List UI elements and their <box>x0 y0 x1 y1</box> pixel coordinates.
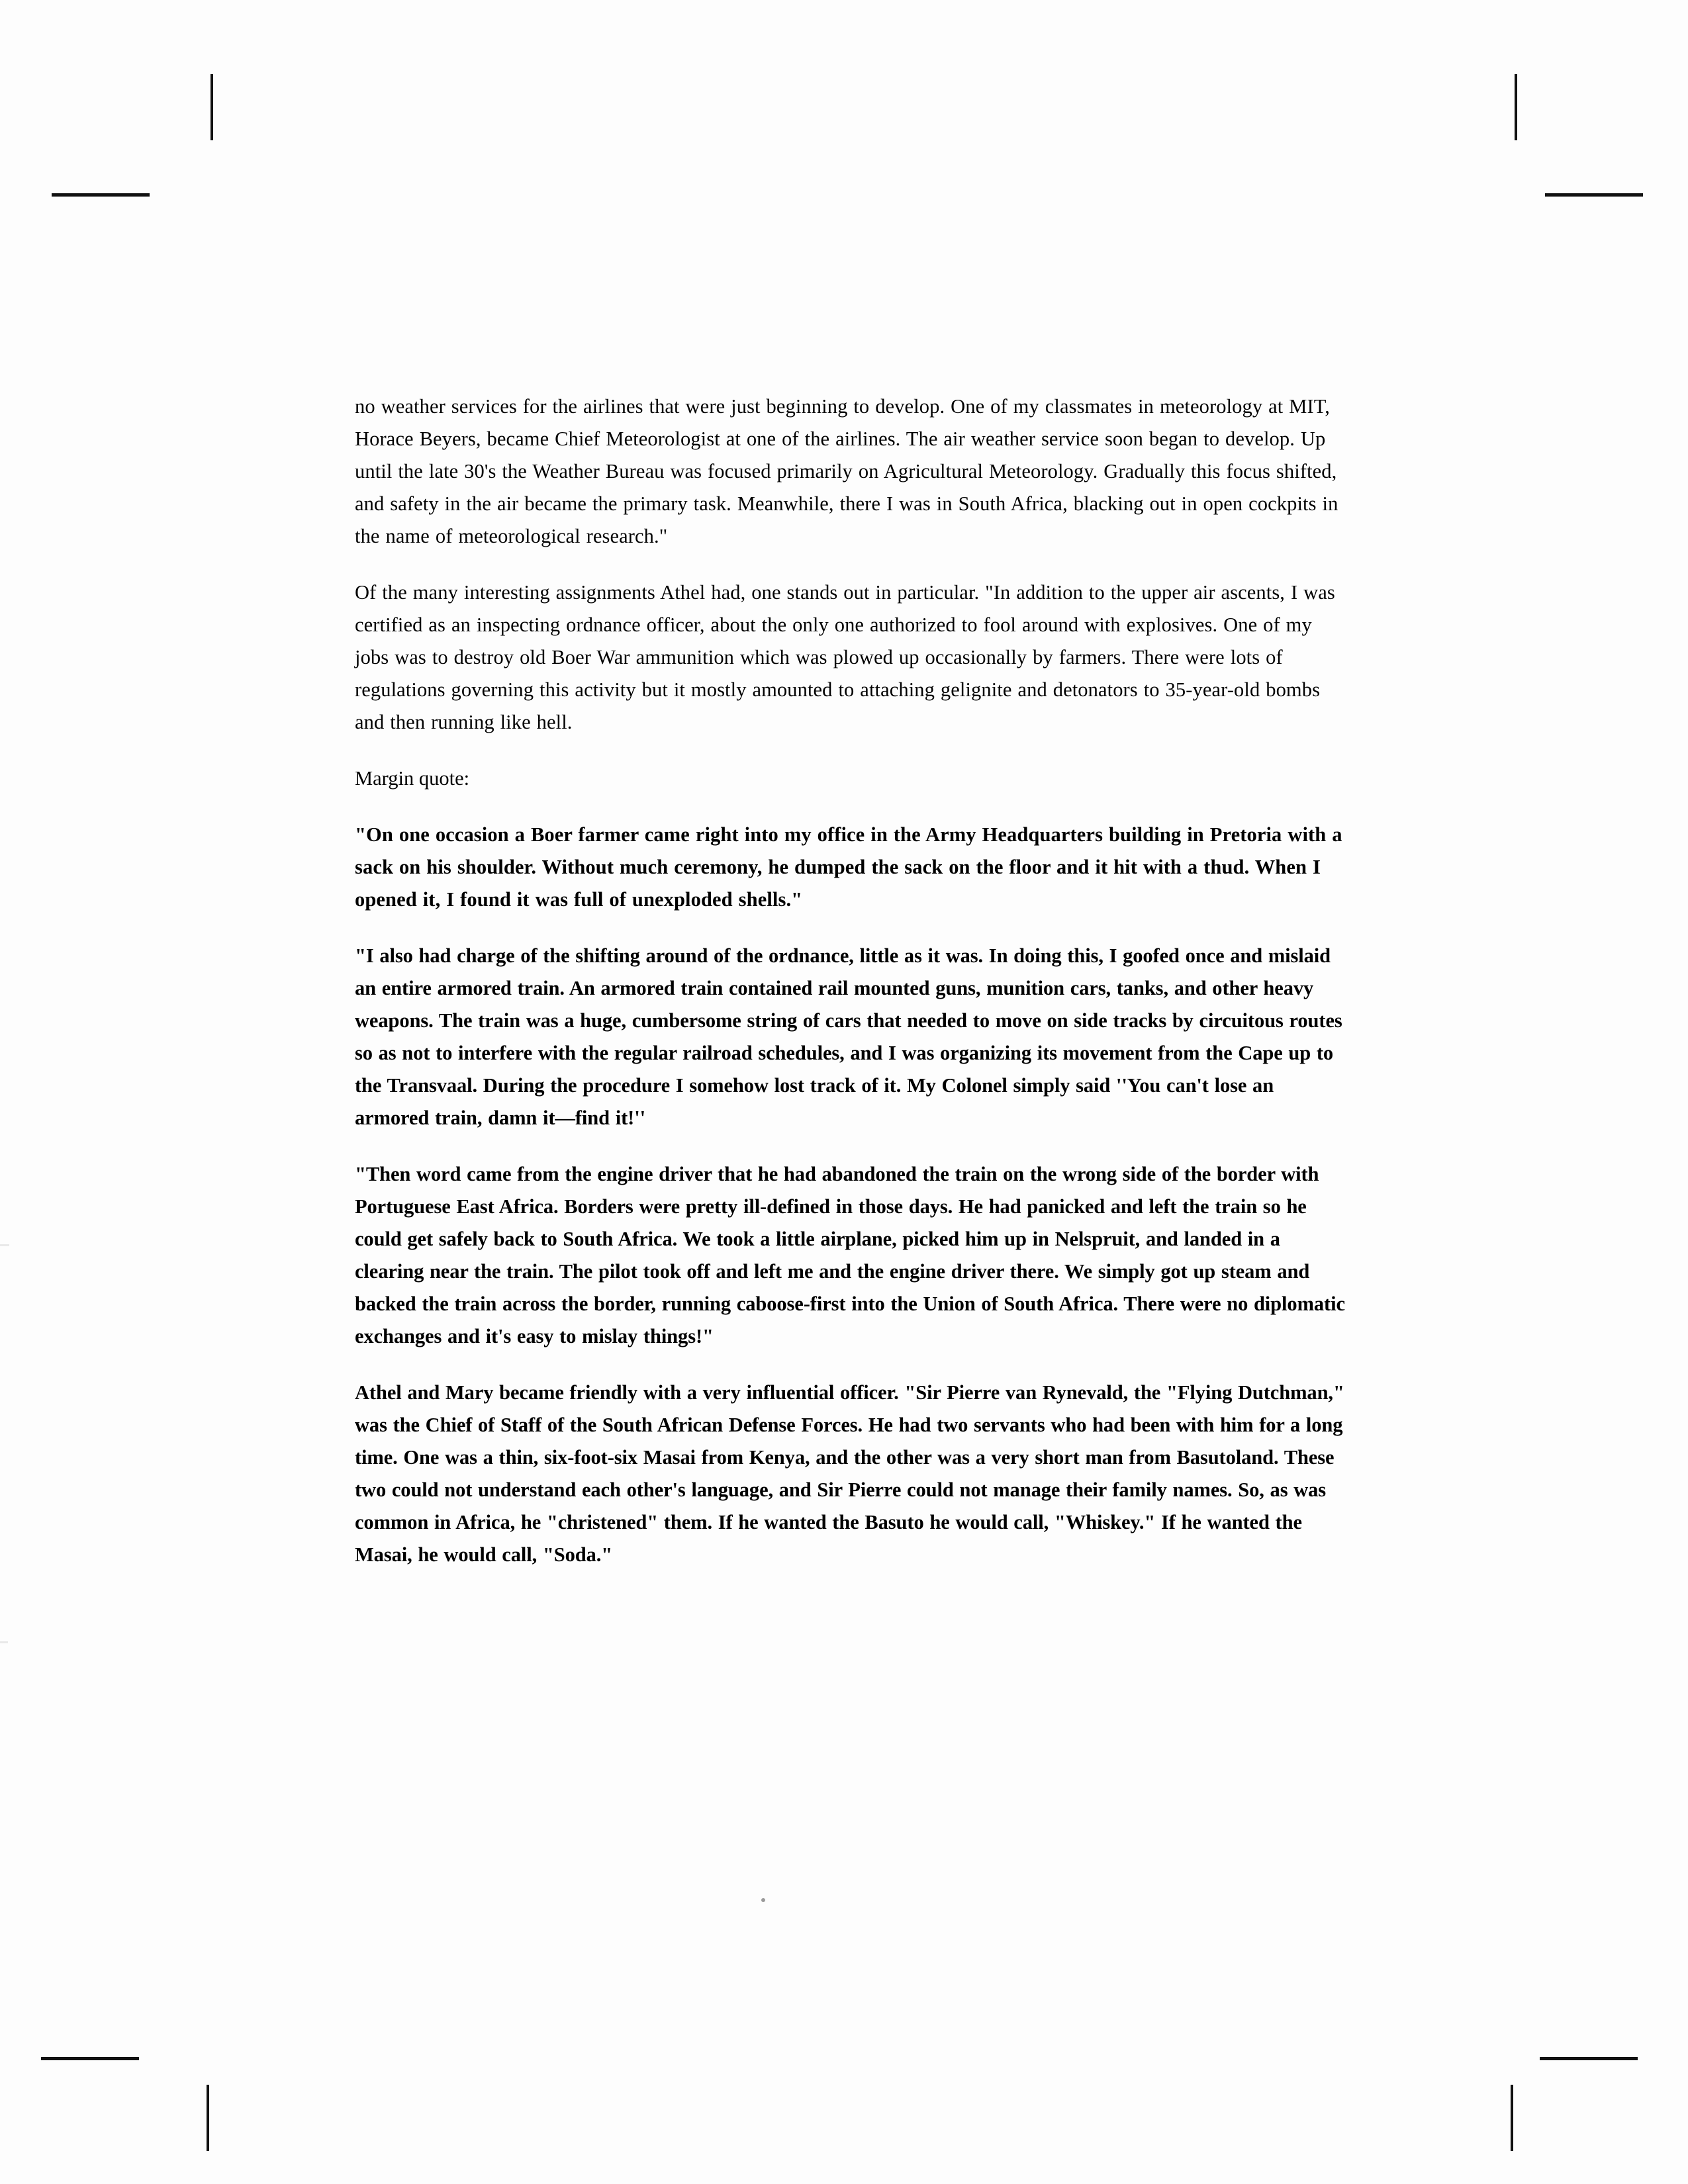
crop-mark-top-left-rule <box>52 193 150 197</box>
crop-mark-bottom-left-tick <box>207 2085 209 2151</box>
margin-quote-label: Margin quote: <box>355 767 470 790</box>
crop-mark-top-right-rule <box>1545 193 1643 197</box>
crop-mark-top-right-tick <box>1515 74 1517 140</box>
crop-mark-top-left-tick <box>211 74 213 140</box>
scan-artifact-left <box>0 1244 9 1246</box>
crop-mark-bottom-left-rule <box>41 2057 139 2060</box>
paragraph-margin-quote-1: "On one occasion a Boer farmer came right into my office in the Army Headquarters building in Pretoria with a sack on his shoulder. Without much ceremony, he dumped the sack on the floor and it hit with a thud. When I opened it, I found it was full of unexploded shells." <box>355 823 1342 911</box>
crop-mark-bottom-right-tick <box>1511 2085 1513 2151</box>
paragraph-1: no weather services for the airlines that were just beginning to develop. One of my classmates in meteorology at MIT, Horace Beyers, became Chief Meteorologist at one of the airlines. The air weather service soon began to develop. Up until the late 30's the Weather Bureau was focused primarily on Agricultural Meteorology. Gradually this focus shifted, and safety in the air became the primary task. Meanwhile, there I was in South Africa, blacking out in open cockpits in the name of meteorological research." <box>355 395 1338 547</box>
crop-mark-bottom-right-rule <box>1540 2057 1638 2060</box>
paragraph-armored-train: "I also had charge of the shifting around of the ordnance, little as it was. In doing this, I goofed once and mislaid an entire armored train. An armored train contained rail mounted guns, munition cars, tanks, and other heavy weapons. The train was a huge, cumbersome string of cars that needed to move on side tracks by circuitous routes so as not to interfere with the regular railroad schedules, and I was organizing its movement from the Cape up to the Transvaal. During the procedure I somehow lost track of it. My Colonel simply said ''You can't lose an armored train, damn it—find it!'' <box>355 944 1342 1129</box>
paragraph-sir-pierre: Athel and Mary became friendly with a very influential officer. "Sir Pierre van Rynevald, the "Flying Dutchman," was the Chief of Staff of the South African Defense Forces. He had two servants who had been with him for a long time. One was a thin, six-foot-six Masai from Kenya, and the other was a very short man from Basutoland. These two could not understand each other's language, and Sir Pierre could not manage their family names. So, as was common in Africa, he "christened" them. If he wanted the Basuto he would call, "Whiskey." If he wanted the Masai, he would call, "Soda." <box>355 1381 1344 1566</box>
document-text-body <box>355 390 1348 1595</box>
scan-speck <box>761 1898 765 1902</box>
paragraph-engine-driver: "Then word came from the engine driver that he had abandoned the train on the wrong side of the border with Portuguese East Africa. Borders were pretty ill-defined in those days. He had panicked and left the train so he could get safely back to South Africa. We took a little airplane, picked him up in Nelspruit, and landed in a clearing near the train. The pilot took off and left me and the engine driver there. We simply got up steam and backed the train across the border, running caboose-first into the Union of South Africa. There were no diplomatic exchanges and it's easy to mislay things!" <box>355 1163 1345 1347</box>
scan-artifact-left-lower <box>0 1641 8 1643</box>
paragraph-2: Of the many interesting assignments Athel had, one stands out in particular. "In addition to the upper air ascents, I was certified as an inspecting ordnance officer, about the only one authorized to fool around with explosives. One of my jobs was to destroy old Boer War ammunition which was plowed up occasionally by farmers. There were lots of regulations governing this activity but it mostly amounted to attaching gelignite and detonators to 35-year-old bombs and then running like hell. <box>355 581 1335 733</box>
